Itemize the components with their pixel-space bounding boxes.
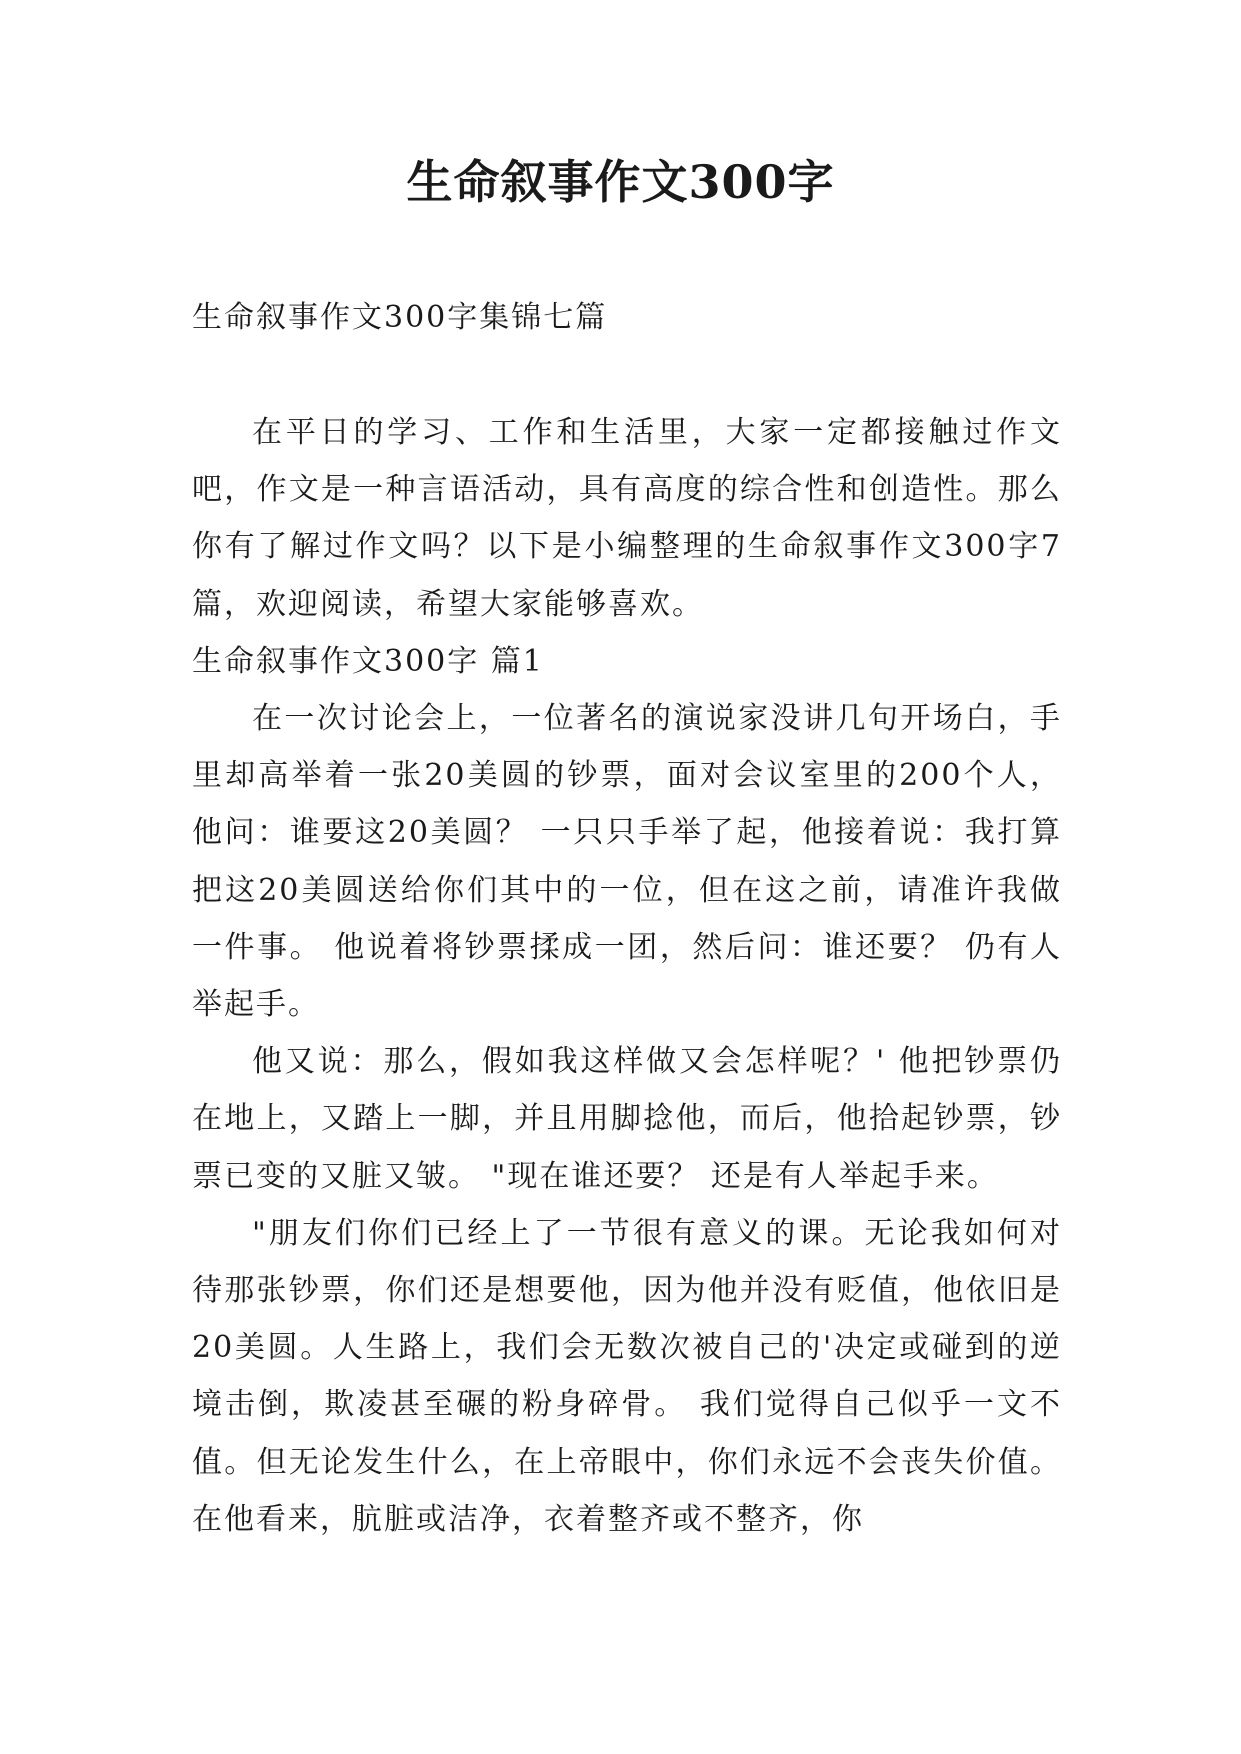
document-title: 生命叙事作文300字 xyxy=(406,155,835,209)
body-paragraph-3: "朋友们你们已经上了一节很有意义的课。无论我如何对待那张钞票，你们还是想要他，因为他并没有贬值，他依旧是20美圆。人生路上，我们会无数次被自己的'决定或碰到的逆境击倒，欺凌甚至碾的粉身碎骨。 我们觉得自己似乎一文不值。但无论发生什么，在上帝眼中，你们永远不会丧失价值。在他看来，肮脏或洁净，衣着整齐或不整齐，你 xyxy=(192,1215,1062,1537)
document-body xyxy=(192,404,1062,1548)
intro-paragraph: 在平日的学习、工作和生活里，大家一定都接触过作文吧，作文是一种言语活动，具有高度的综合性和创造性。那么你有了解过作文吗？以下是小编整理的生命叙事作文300字7篇，欢迎阅读，希望大家能够喜欢。 xyxy=(192,415,1062,622)
body-paragraph-2: 他又说：那么，假如我这样做又会怎样呢？' 他把钞票仍在地上，又踏上一脚，并且用脚捻他，而后，他拾起钞票，钞票已变的又脏又皱。 "现在谁还要？ 还是有人举起手来。 xyxy=(192,1044,1062,1194)
section-heading: 生命叙事作文300字 篇1 xyxy=(192,643,544,679)
body-paragraph-1: 在一次讨论会上，一位著名的演说家没讲几句开场白，手里却高举着一张20美圆的钞票，面对会议室里的200个人，他问：谁要这20美圆？ 一只只手举了起，他接着说：我打算把这20美圆送给你们其中的一位，但在这之前，请准许我做一件事。 他说着将钞票揉成一团，然后问：谁还要？ 仍有人举起手。 xyxy=(192,701,1062,1023)
document-subtitle: 生命叙事作文300字集锦七篇 xyxy=(192,300,608,335)
